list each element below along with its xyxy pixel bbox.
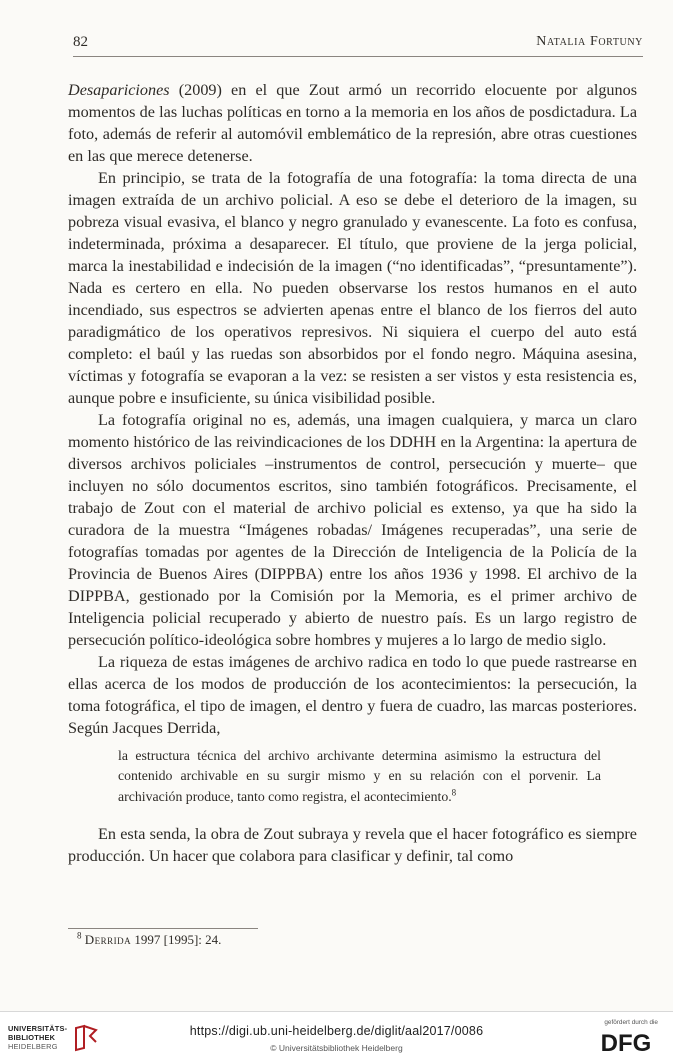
footnote-number: 8 — [77, 930, 82, 941]
paragraph-1 — [68, 79, 637, 167]
digitization-footer — [0, 1011, 673, 1060]
paragraph-5: En esta senda, la obra de Zout subraya y revela que el hacer fotográfico es siempre producción. Un hacer que colabora para clasificar y definir, tal como — [68, 825, 637, 866]
dfg-logo-icon[interactable] — [595, 1029, 657, 1055]
body-text — [68, 79, 637, 867]
running-head: Natalia Fortuny — [536, 34, 643, 49]
footnote-marker[interactable]: 8 — [451, 787, 457, 798]
block-quote — [118, 746, 601, 807]
copyright-notice: © Universitätsbibliothek Heidelberg — [270, 1043, 403, 1053]
footnote-reference: 1997 [1995]: 24. — [131, 932, 222, 947]
footnote-rule — [68, 928, 258, 929]
page-header — [73, 34, 643, 57]
permalink-url[interactable]: https://digi.ub.uni-heidelberg.de/diglit/aal2017/0086 — [189, 1024, 484, 1038]
funding-note: gefördert durch die — [604, 1019, 658, 1026]
paragraph-2: En principio, se trata de la fotografía de una fotografía: la toma directa de una imagen extraída de un archivo policial. A eso se debe el deterioro de la imagen, su pobreza visual evasiva, el blanco y negro granulado y evanescente. La foto es confusa, indeterminada, próxima a desaparecer. El título, que proviene de la jerga policial, marca la inestabilidad e indecisión de la imagen (“no identificadas”, “presuntamente”). Nada es certero en ella. No pueden observarse los restos humanos en el auto incendiado, sus espectros se advierten apenas entre el blanco de los fierros del auto paradigmático de los operativos represivos. Ni siquiera el cuerpo del auto está completo: el baúl y las ruedas son absorbidos por el fondo negro. Máquina asesina, víctimas y fotografía se evaporan a la vez: se resisten a ser vistos y esta resistencia es, aunque pobre e insuficiente, su única visibilidad posible. — [68, 169, 637, 407]
institution-line-2: BIBLIOTHEK — [8, 1033, 56, 1042]
page-number: 82 — [73, 34, 88, 50]
footnote-author: Derrida — [84, 932, 132, 947]
institution-line-1: UNIVERSITÄTS- — [8, 1024, 68, 1033]
institution-line-3: HEIDELBERG — [8, 1042, 58, 1051]
paragraph-3: La fotografía original no es, además, una imagen cualquiera, y marca un claro momento histórico de las reivindicaciones de los DDHH en la Argentina: la apertura de diversos archivos policiales –instrumentos de control, persecución y muerte– que incluyen no sólo documentos escritos, sino también fotográficos. Precisamente, el trabajo de Zout con el material de archivo policial es extenso, ya que ha sido la curadora de la muestra “Imágenes robadas/ Imágenes recuperadas”, una serie de fotografías tomadas por agentes de la Dirección de Inteligencia de la Policía de la Provincia de Buenos Aires (DIPPBA) entre los años 1936 y 1998. El archivo de la DIPPBA, gestionado por la Comisión por la Memoria, es el primer archivo de Inteligencia policial recuperado y abierto de nuestro país. Es un largo registro de persecución político-ideológica sobre hombres y mujeres a lo largo de medio siglo. — [68, 411, 637, 649]
paragraph-4: La riqueza de estas imágenes de archivo radica en todo lo que puede rastrearse en ellas acerca de los modos de producción de los acontecimientos: la persecución, la toma fotográfica, el tipo de imagen, el dentro y fuera de cuadro, las marcas posteriores. Según Jacques Derrida, — [68, 653, 637, 737]
work-title: Desapariciones — [68, 81, 170, 99]
footnote — [77, 932, 221, 948]
paragraph-1-text: (2009) en el que Zout armó un recorrido elocuente por algunos momentos de las luchas políticas en torno a la memoria en los años de posdictadura. La foto, además de referir al automóvil emblemático de la represión, abre otras cuestiones en las que merece detenerse. — [68, 81, 637, 165]
dfg-logo-text: DFG — [600, 1030, 652, 1055]
quote-text: la estructura técnica del archivo archivante determina asimismo la estructura del contenido archivable en su surgir mismo y en su relación con el porvenir. La archivación produce, tanto como registra, el acontecimiento. — [118, 748, 601, 804]
